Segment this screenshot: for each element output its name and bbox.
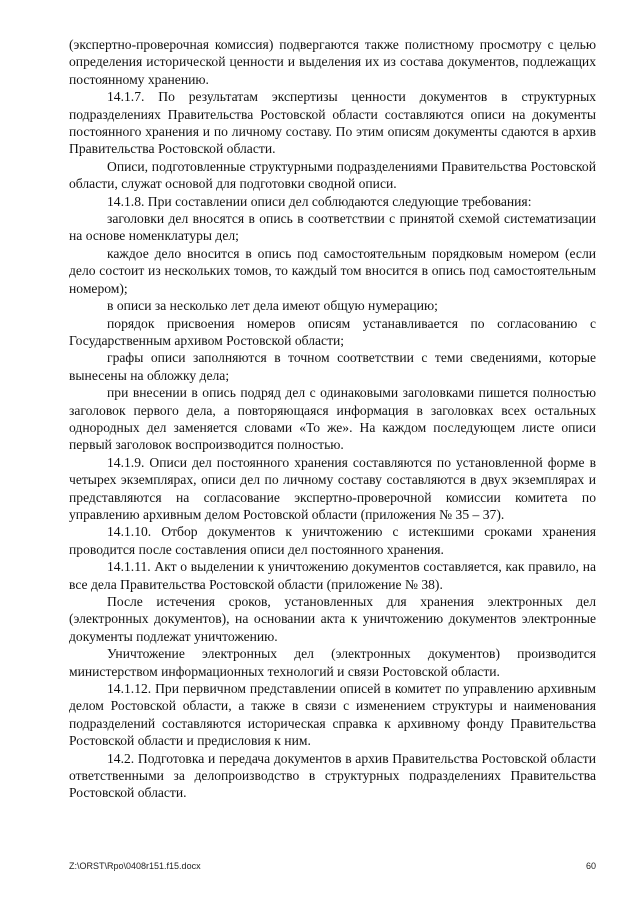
requirement-common-numbering: в описи за несколько лет дела имеют общую нумерацию; (107, 298, 438, 314)
requirement-number-assignment: порядок присвоения номеров описям устанавливается по согласованию с Государственным архивом Ростовской области; (69, 315, 596, 348)
paragraph-continuation: (экспертно-проверочная комиссия) подвергаются также полистному просмотру с целью определения исторической ценности и выделения их из состава документов, подлежащих постоянному хранению. (69, 37, 596, 87)
requirement-numbering: каждое дело вносится в опись под самостоятельным порядковым номером (если дело состоит из нескольких томов, то каждый том вносится в опись под самостоятельным номером); (69, 245, 596, 296)
paragraph-14-1-9: 14.1.9. Описи дел постоянного хранения составляются по установленной форме в четырех экземплярах, описи дел по личному составу составляются в двух экземплярах и представляются на согласование экспертно-проверочной комиссии комитета по управлению архивным делом Ростовской области (приложения № 35 – 37). (69, 454, 596, 522)
paragraph-14-1-11: 14.1.11. Акт о выделении к уничтожению документов составляется, как правило, на все дела Правительства Ростовской области (приложение № 38). (69, 559, 596, 592)
footer-file-path: Z:\ORST\Rpo\0408r151.f15.docx (69, 861, 201, 871)
paragraph-14-1-7: 14.1.7. По результатам экспертизы ценности документов в структурных подразделениях Правительства Ростовской области составляются описи на документы постоянного хранения и по личному составу. По этим описям документы сдаются в архив Правительства Ростовской области. (69, 89, 596, 157)
document-body (69, 36, 596, 802)
paragraph-14-1-8: 14.1.8. При составлении описи дел соблюдаются следующие требования: (107, 193, 532, 209)
requirement-same-headings: при внесении в опись подряд дел с одинаковыми заголовками пишется полностью заголовок первого дела, а повторяющаяся информация в заголовках всех остальных однородных дел заменяется словами «То же». На каждом последующем листе описи первый заголовок воспроизводится полностью. (69, 385, 596, 453)
paragraph-electronic-destruction: Уничтожение электронных дел (электронных документов) производится министерством информационных технологий и связи Ростовской области. (69, 646, 596, 679)
paragraph-14-1-12: 14.1.12. При первичном представлении описей в комитет по управлению архивным делом Ростовской области, а также в связи с изменением структуры и наименования подразделений составляются историческая справка к архивному фонду Правительства Ростовской области и предисловия к ним. (69, 681, 596, 749)
paragraph-electronic-expiry: После истечения сроков, установленных для хранения электронных дел (электронных документов), на основании акта к уничтожению документов электронные документы подлежат уничтожению. (69, 594, 596, 644)
paragraph-14-1-10: 14.1.10. Отбор документов к уничтожению с истекшими сроками хранения проводится после составления описи дел постоянного хранения. (69, 524, 596, 557)
paragraph-14-2: 14.2. Подготовка и передача документов в архив Правительства Ростовской области ответственными за делопроизводство в структурных подразделениях Правительства Ростовской области. (69, 750, 596, 801)
page-footer (69, 861, 596, 875)
paragraph-inventories: Описи, подготовленные структурными подразделениями Правительства Ростовской области, служат основой для подготовки сводной описи. (69, 158, 596, 192)
requirement-headings: заголовки дел вносятся в опись в соответствии с принятой схемой систематизации на основе номенклатуры дел; (69, 211, 596, 244)
requirement-columns: графы описи заполняются в точном соответствии с теми сведениями, которые вынесены на обложку дела; (69, 350, 596, 383)
page-number: 60 (585, 861, 596, 871)
